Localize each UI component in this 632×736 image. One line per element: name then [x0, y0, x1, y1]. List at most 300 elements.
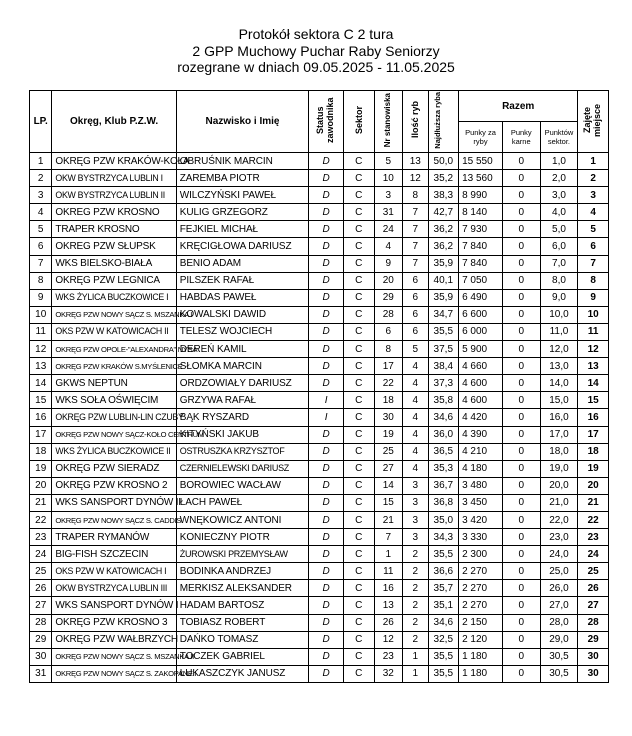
cell-place: 24 [578, 546, 609, 563]
cell-status: D [309, 460, 344, 477]
cell-stand: 30 [374, 409, 403, 426]
cell-pts-fish: 8 990 [459, 187, 503, 204]
cell-status: D [309, 375, 344, 392]
cell-status: D [309, 546, 344, 563]
cell-place: 9 [578, 289, 609, 306]
table-row [30, 255, 609, 272]
cell-longest: 37,3 [428, 375, 459, 392]
cell-lp: 15 [30, 392, 52, 409]
cell-pts-fish: 7 050 [459, 272, 503, 289]
cell-status: D [309, 614, 344, 631]
cell-longest: 40,1 [428, 272, 459, 289]
cell-sector: C [343, 614, 374, 631]
cell-status: D [309, 289, 344, 306]
cell-lp: 6 [30, 238, 52, 255]
table-row [30, 375, 609, 392]
cell-name: GRZYWA RAFAŁ [176, 392, 309, 409]
table-row [30, 187, 609, 204]
cell-club: OKRĘG PZW NOWY SĄCZ-KOŁO CENTRUM [52, 426, 176, 443]
header-club: Okręg, Klub P.Z.W. [52, 91, 176, 153]
cell-longest: 50,0 [428, 153, 459, 170]
cell-stand: 19 [374, 426, 403, 443]
cell-club: WKS ŻYLICA BUCZKOWICE I [52, 289, 176, 306]
cell-pts-fish: 4 210 [459, 443, 503, 460]
table-row [30, 597, 609, 614]
table-row [30, 529, 609, 546]
cell-stand: 6 [374, 323, 403, 340]
cell-name: BOROWIEC WACŁAW [176, 477, 309, 494]
cell-pts-fish: 2 270 [459, 580, 503, 597]
cell-sector: C [343, 170, 374, 187]
cell-pts-penalty: 0 [502, 443, 540, 460]
table-row [30, 648, 609, 665]
cell-pts-fish: 1 180 [459, 665, 503, 682]
cell-lp: 3 [30, 187, 52, 204]
cell-stand: 3 [374, 187, 403, 204]
cell-pts-sector: 29,0 [540, 631, 578, 648]
cell-pts-penalty: 0 [502, 477, 540, 494]
title-line-2: 2 GPP Muchowy Puchar Raby Seniorzy [192, 42, 440, 59]
cell-pts-penalty: 0 [502, 426, 540, 443]
cell-status: D [309, 443, 344, 460]
table-row [30, 323, 609, 340]
cell-fish-count: 7 [403, 255, 428, 272]
cell-stand: 7 [374, 529, 403, 546]
cell-lp: 11 [30, 323, 52, 340]
table-row [30, 460, 609, 477]
cell-club: WKS SOŁA OŚWIĘCIM [52, 392, 176, 409]
cell-pts-fish: 1 180 [459, 648, 503, 665]
cell-sector: C [343, 665, 374, 682]
cell-longest: 35,9 [428, 255, 459, 272]
table-row [30, 153, 609, 170]
cell-place: 1 [578, 153, 609, 170]
cell-longest: 36,0 [428, 426, 459, 443]
cell-pts-sector: 12,0 [540, 341, 578, 358]
cell-name: SŁOMKA MARCIN [176, 358, 309, 375]
cell-name: PILSZEK RAFAŁ [176, 272, 309, 289]
cell-fish-count: 2 [403, 563, 428, 580]
table-row [30, 289, 609, 306]
cell-pts-fish: 2 120 [459, 631, 503, 648]
table-row [30, 477, 609, 494]
cell-club: WKS ŻYLICA BUCZKOWICE II [52, 443, 176, 460]
cell-fish-count: 4 [403, 460, 428, 477]
cell-name: WNĘKOWICZ ANTONI [176, 511, 309, 528]
cell-fish-count: 1 [403, 665, 428, 682]
cell-lp: 7 [30, 255, 52, 272]
results-table [29, 90, 609, 683]
cell-place: 16 [578, 409, 609, 426]
cell-place: 6 [578, 238, 609, 255]
header-longest: Najdłuższa ryba [428, 91, 459, 153]
cell-name: TOCZEK GABRIEL [176, 648, 309, 665]
cell-club: OKRĘG PZW NOWY SĄCZ S. MSZANKA I [52, 306, 176, 323]
cell-status: D [309, 563, 344, 580]
cell-place: 13 [578, 358, 609, 375]
cell-status: D [309, 477, 344, 494]
cell-club: WKS SANSPORT DYNÓW I [52, 597, 176, 614]
cell-club: BIG-FISH SZCZECIN [52, 546, 176, 563]
cell-pts-penalty: 0 [502, 204, 540, 221]
cell-pts-penalty: 0 [502, 597, 540, 614]
cell-status: I [309, 392, 344, 409]
cell-pts-sector: 21,0 [540, 494, 578, 511]
cell-pts-sector: 4,0 [540, 204, 578, 221]
cell-pts-sector: 28,0 [540, 614, 578, 631]
cell-sector: C [343, 375, 374, 392]
table-row [30, 204, 609, 221]
cell-club: TRAPER RYMANÓW [52, 529, 176, 546]
cell-pts-fish: 6 490 [459, 289, 503, 306]
cell-place: 14 [578, 375, 609, 392]
cell-place: 20 [578, 477, 609, 494]
cell-club: TRAPER KROSNO [52, 221, 176, 238]
document-title [0, 26, 632, 76]
cell-name: TELESZ WOJCIECH [176, 323, 309, 340]
table-row [30, 426, 609, 443]
cell-place: 10 [578, 306, 609, 323]
cell-lp: 5 [30, 221, 52, 238]
cell-place: 4 [578, 204, 609, 221]
cell-longest: 38,3 [428, 187, 459, 204]
cell-pts-sector: 18,0 [540, 443, 578, 460]
cell-pts-fish: 15 550 [459, 153, 503, 170]
cell-stand: 13 [374, 597, 403, 614]
table-row [30, 238, 609, 255]
cell-fish-count: 6 [403, 306, 428, 323]
cell-pts-penalty: 0 [502, 460, 540, 477]
table-row [30, 665, 609, 682]
cell-longest: 35,3 [428, 460, 459, 477]
cell-club: OKRĘG PZW NOWY SĄCZ S. MSZANKA II [52, 648, 176, 665]
cell-club: OKRĘG PZW LUBLIN-LIN CZUBY [52, 409, 176, 426]
cell-stand: 20 [374, 272, 403, 289]
cell-place: 7 [578, 255, 609, 272]
cell-place: 12 [578, 341, 609, 358]
table-row [30, 494, 609, 511]
table-row [30, 546, 609, 563]
cell-fish-count: 7 [403, 238, 428, 255]
cell-stand: 14 [374, 477, 403, 494]
cell-name: OSTRUSZKA KRZYSZTOF [176, 443, 309, 460]
cell-pts-penalty: 0 [502, 614, 540, 631]
cell-sector: C [343, 204, 374, 221]
cell-status: D [309, 323, 344, 340]
cell-fish-count: 12 [403, 170, 428, 187]
cell-longest: 42,7 [428, 204, 459, 221]
cell-stand: 25 [374, 443, 403, 460]
cell-fish-count: 2 [403, 546, 428, 563]
cell-longest: 34,6 [428, 409, 459, 426]
cell-place: 21 [578, 494, 609, 511]
cell-pts-fish: 4 600 [459, 375, 503, 392]
cell-sector: C [343, 221, 374, 238]
cell-status: D [309, 341, 344, 358]
cell-longest: 36,7 [428, 477, 459, 494]
cell-pts-sector: 22,0 [540, 511, 578, 528]
cell-status: D [309, 511, 344, 528]
cell-status: D [309, 597, 344, 614]
table-row [30, 563, 609, 580]
cell-fish-count: 2 [403, 597, 428, 614]
cell-sector: C [343, 272, 374, 289]
cell-pts-penalty: 0 [502, 580, 540, 597]
table-row [30, 341, 609, 358]
cell-status: D [309, 665, 344, 682]
cell-pts-fish: 2 150 [459, 614, 503, 631]
cell-lp: 31 [30, 665, 52, 682]
cell-name: ŻUROWSKI PRZEMYSŁAW [176, 546, 309, 563]
cell-stand: 26 [374, 614, 403, 631]
cell-lp: 26 [30, 580, 52, 597]
cell-name: WILCZYŃSKI PAWEŁ [176, 187, 309, 204]
cell-pts-penalty: 0 [502, 358, 540, 375]
cell-stand: 32 [374, 665, 403, 682]
cell-status: D [309, 153, 344, 170]
cell-pts-fish: 13 560 [459, 170, 503, 187]
cell-longest: 36,5 [428, 443, 459, 460]
cell-lp: 28 [30, 614, 52, 631]
cell-stand: 31 [374, 204, 403, 221]
cell-sector: C [343, 546, 374, 563]
cell-place: 18 [578, 443, 609, 460]
cell-pts-sector: 1,0 [540, 153, 578, 170]
cell-longest: 36,2 [428, 238, 459, 255]
cell-pts-fish: 3 420 [459, 511, 503, 528]
cell-fish-count: 3 [403, 494, 428, 511]
cell-pts-penalty: 0 [502, 323, 540, 340]
cell-pts-fish: 4 600 [459, 392, 503, 409]
cell-sector: C [343, 477, 374, 494]
cell-longest: 35,5 [428, 648, 459, 665]
cell-lp: 13 [30, 358, 52, 375]
cell-name: BĄK RYSZARD [176, 409, 309, 426]
cell-name: FEJKIEL MICHAŁ [176, 221, 309, 238]
cell-sector: C [343, 511, 374, 528]
cell-pts-fish: 6 600 [459, 306, 503, 323]
cell-fish-count: 4 [403, 426, 428, 443]
cell-pts-fish: 3 330 [459, 529, 503, 546]
cell-lp: 20 [30, 477, 52, 494]
cell-pts-sector: 10,0 [540, 306, 578, 323]
cell-status: D [309, 306, 344, 323]
table-row [30, 614, 609, 631]
cell-name: KOWALSKI DAWID [176, 306, 309, 323]
cell-name: KRĘCIGŁOWA DARIUSZ [176, 238, 309, 255]
cell-status: D [309, 529, 344, 546]
cell-pts-penalty: 0 [502, 341, 540, 358]
cell-pts-fish: 4 420 [459, 409, 503, 426]
cell-place: 26 [578, 580, 609, 597]
cell-sector: C [343, 255, 374, 272]
cell-status: D [309, 426, 344, 443]
cell-pts-fish: 7 930 [459, 221, 503, 238]
cell-lp: 12 [30, 341, 52, 358]
cell-status: D [309, 204, 344, 221]
cell-lp: 18 [30, 443, 52, 460]
table-row [30, 392, 609, 409]
cell-sector: C [343, 289, 374, 306]
cell-sector: C [343, 597, 374, 614]
cell-stand: 28 [374, 306, 403, 323]
cell-club: OKRĘG PZW SIERADZ [52, 460, 176, 477]
cell-longest: 35,0 [428, 511, 459, 528]
cell-stand: 22 [374, 375, 403, 392]
cell-club: OKW BYSTRZYCA LUBLIN I [52, 170, 176, 187]
cell-pts-penalty: 0 [502, 631, 540, 648]
cell-longest: 36,6 [428, 563, 459, 580]
header-pts-fish: Punky za ryby [459, 122, 503, 153]
cell-longest: 35,2 [428, 170, 459, 187]
cell-pts-sector: 14,0 [540, 375, 578, 392]
cell-stand: 5 [374, 153, 403, 170]
cell-pts-fish: 8 140 [459, 204, 503, 221]
table-row [30, 511, 609, 528]
cell-sector: C [343, 341, 374, 358]
cell-stand: 4 [374, 238, 403, 255]
cell-pts-fish: 4 660 [459, 358, 503, 375]
cell-fish-count: 13 [403, 153, 428, 170]
cell-longest: 35,5 [428, 546, 459, 563]
cell-name: KITYŃSKI JAKUB [176, 426, 309, 443]
cell-fish-count: 4 [403, 375, 428, 392]
cell-place: 27 [578, 597, 609, 614]
cell-pts-penalty: 0 [502, 375, 540, 392]
cell-sector: C [343, 426, 374, 443]
cell-pts-fish: 2 270 [459, 563, 503, 580]
cell-pts-sector: 26,0 [540, 580, 578, 597]
cell-pts-penalty: 0 [502, 529, 540, 546]
cell-lp: 19 [30, 460, 52, 477]
cell-sector: C [343, 358, 374, 375]
cell-lp: 16 [30, 409, 52, 426]
cell-fish-count: 6 [403, 323, 428, 340]
cell-status: D [309, 238, 344, 255]
cell-lp: 22 [30, 511, 52, 528]
cell-pts-penalty: 0 [502, 238, 540, 255]
cell-pts-penalty: 0 [502, 272, 540, 289]
cell-pts-sector: 20,0 [540, 477, 578, 494]
cell-pts-fish: 3 480 [459, 477, 503, 494]
cell-club: OKRĘG PZW KRAKÓW S.MYŚLENICE [52, 358, 176, 375]
cell-pts-sector: 3,0 [540, 187, 578, 204]
cell-sector: C [343, 460, 374, 477]
header-fish-count: Ilość ryb [403, 91, 428, 153]
cell-club: OKRĘG PZW KRAKÓW-KOŁA [52, 153, 176, 170]
cell-lp: 17 [30, 426, 52, 443]
cell-club: WKS SANSPORT DYNÓW II [52, 494, 176, 511]
cell-pts-sector: 13,0 [540, 358, 578, 375]
header-sector: Sektor [343, 91, 374, 153]
cell-club: OKREG PZW KROSNO [52, 204, 176, 221]
cell-fish-count: 4 [403, 443, 428, 460]
cell-pts-penalty: 0 [502, 511, 540, 528]
cell-stand: 18 [374, 392, 403, 409]
table-row [30, 221, 609, 238]
cell-lp: 9 [30, 289, 52, 306]
table-row [30, 358, 609, 375]
cell-pts-sector: 27,0 [540, 597, 578, 614]
cell-longest: 37,5 [428, 341, 459, 358]
cell-sector: C [343, 443, 374, 460]
cell-stand: 10 [374, 170, 403, 187]
cell-pts-sector: 6,0 [540, 238, 578, 255]
header-lp: LP. [30, 91, 52, 153]
cell-stand: 21 [374, 511, 403, 528]
cell-lp: 4 [30, 204, 52, 221]
cell-pts-penalty: 0 [502, 187, 540, 204]
cell-pts-sector: 5,0 [540, 221, 578, 238]
cell-pts-fish: 5 900 [459, 341, 503, 358]
cell-pts-penalty: 0 [502, 392, 540, 409]
cell-name: CZERNIELEWSKI DARIUSZ [176, 460, 309, 477]
cell-longest: 34,7 [428, 306, 459, 323]
cell-pts-penalty: 0 [502, 546, 540, 563]
cell-fish-count: 5 [403, 341, 428, 358]
cell-club: OKRĘG PZW WAŁBRZYCH [52, 631, 176, 648]
cell-name: KONIECZNY PIOTR [176, 529, 309, 546]
cell-status: D [309, 272, 344, 289]
cell-lp: 10 [30, 306, 52, 323]
cell-pts-sector: 30,5 [540, 665, 578, 682]
cell-pts-penalty: 0 [502, 306, 540, 323]
cell-place: 28 [578, 614, 609, 631]
cell-name: ORDZOWIAŁY DARIUSZ [176, 375, 309, 392]
cell-stand: 16 [374, 580, 403, 597]
cell-club: OKS PZW W KATOWICACH I [52, 563, 176, 580]
cell-name: ŁUKASZCZYK JANUSZ [176, 665, 309, 682]
cell-status: D [309, 170, 344, 187]
cell-longest: 35,8 [428, 392, 459, 409]
cell-place: 3 [578, 187, 609, 204]
cell-sector: C [343, 494, 374, 511]
cell-pts-penalty: 0 [502, 665, 540, 682]
cell-status: D [309, 358, 344, 375]
cell-sector: C [343, 238, 374, 255]
cell-pts-sector: 23,0 [540, 529, 578, 546]
cell-pts-penalty: 0 [502, 289, 540, 306]
cell-club: OKRĘG PZW OPOLE-"ALEXANDRA" NYSA [52, 341, 176, 358]
cell-name: DEREŃ KAMIL [176, 341, 309, 358]
cell-sector: C [343, 580, 374, 597]
cell-stand: 29 [374, 289, 403, 306]
cell-stand: 23 [374, 648, 403, 665]
cell-pts-sector: 9,0 [540, 289, 578, 306]
header-place: Zajęte miejsce [578, 91, 609, 153]
cell-longest: 36,2 [428, 221, 459, 238]
cell-name: TOBIASZ ROBERT [176, 614, 309, 631]
cell-fish-count: 3 [403, 477, 428, 494]
cell-name: ZAREMBA PIOTR [176, 170, 309, 187]
cell-fish-count: 4 [403, 392, 428, 409]
cell-pts-sector: 24,0 [540, 546, 578, 563]
cell-club: OKW BYSTRZYCA LUBLIN III [52, 580, 176, 597]
cell-stand: 1 [374, 546, 403, 563]
cell-club: OKW BYSTRZYCA LUBLIN II [52, 187, 176, 204]
cell-pts-sector: 19,0 [540, 460, 578, 477]
cell-place: 23 [578, 529, 609, 546]
cell-name: MERKISZ ALEKSANDER [176, 580, 309, 597]
cell-sector: C [343, 648, 374, 665]
cell-pts-penalty: 0 [502, 494, 540, 511]
cell-longest: 34,6 [428, 614, 459, 631]
header-pts-sector: Punktów sektor. [540, 122, 578, 153]
cell-longest: 35,7 [428, 580, 459, 597]
cell-pts-penalty: 0 [502, 255, 540, 272]
cell-stand: 8 [374, 341, 403, 358]
cell-status: D [309, 631, 344, 648]
